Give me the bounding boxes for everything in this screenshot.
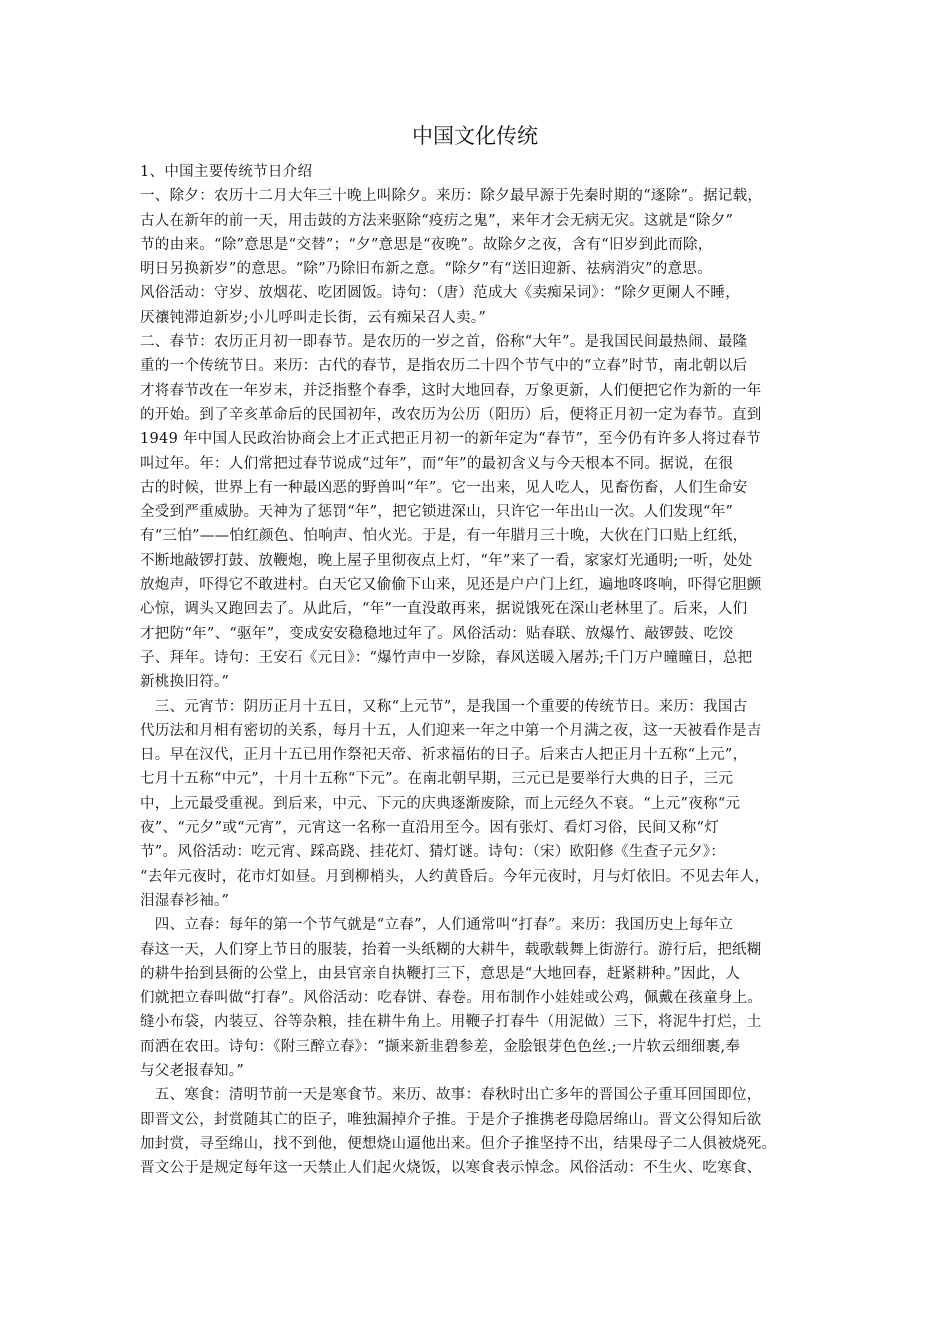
paragraph-line: 才将春节改在一年岁末，并泛指整个春季，这时大地回春，万象更新，人们便把它作为新的一年: [140, 382, 762, 399]
paragraph-line: 春这一天，人们穿上节日的服装，抬着一头纸糊的大耕牛，载歌载舞上街游行。游行后，把纸糊: [140, 941, 762, 958]
paragraph-line: 的开始。到了辛亥革命后的民国初年，改农历为公历（阳历）后，便将正月初一定为春节。直到: [140, 406, 762, 423]
paragraph-line: 节的由来。“除”意思是“交替”；“夕”意思是“夜晚”。故除夕之夜，含有“旧岁到此而除，: [140, 236, 713, 253]
paragraph-line: 古人在新年的前一天，用击鼓的方法来驱除“疫疠之鬼”，来年才会无病无灾。这就是“除夕”: [140, 212, 734, 229]
document-body: [140, 160, 816, 1180]
paragraph-line: 三、元宵节：阴历正月十五日，又称“上元节”，是我国一个重要的传统节日。来历：我国古: [140, 698, 748, 715]
paragraph-line: 的耕牛抬到县衙的公堂上，由县官亲自执鞭打三下，意思是“大地回春，赶紧耕种。”因此，人: [140, 965, 741, 982]
paragraph-line: 厌禳钝滞迫新岁;小儿呼叫走长街，云有痴呆召人卖。”: [140, 309, 487, 326]
paragraph-line: 1949 年中国人民政治协商会上才正式把正月初一的新年定为“春节”，至今仍有许多人将过春节: [140, 431, 761, 448]
paragraph-line: 即晋文公，封赏随其亡的臣子，唯独漏掉介子推。于是介子推携老母隐居绵山。晋文公得知后欲: [140, 1111, 762, 1128]
paragraph-line: 才把防“年”、“驱年”，变成安安稳稳地过年了。风俗活动：贴春联、放爆竹、敲锣鼓、吃饺: [140, 625, 734, 642]
section-heading: 1、中国主要传统节日介绍: [140, 164, 313, 180]
paragraph-line: 代历法和月相有密切的关系，每月十五，人们迎来一年之中第一个月满之夜，这一天被看作是吉: [140, 722, 762, 739]
document-title: 中国文化传统: [412, 124, 538, 148]
paragraph-line: 有“三怕”——怕红颜色、怕响声、怕火光。于是，有一年腊月三十晚，大伙在门口贴上红纸，: [140, 528, 748, 545]
paragraph-line: 与父老报春知。”: [140, 1062, 245, 1079]
paragraph-line: 们就把立春叫做“打春”。风俗活动：吃春饼、春卷。用布制作小娃娃或公鸡，佩戴在孩童身上。: [140, 990, 763, 1007]
paragraph-line: 不断地敲锣打鼓、放鞭炮，晚上屋子里彻夜点上灯，“年”来了一看，家家灯光通明;一听，处处: [140, 552, 753, 569]
paragraph-line: 泪湿春衫袖。”: [140, 892, 230, 909]
paragraph-line: 而洒在农田。诗句：《附三醉立春》：“撷来新韭碧参差，金脍银芽色色丝.;一片软云细细裹,奉: [140, 1038, 741, 1055]
paragraph-line: 全受到严重威胁。天神为了惩罚“年”，把它锁进深山，只许它一年出山一次。人们发现“年”: [140, 504, 734, 521]
paragraph-line: 七月十五称“中元”，十月十五称“下元”。在南北朝早期，三元已是要举行大典的日子，三元: [140, 771, 734, 788]
paragraph-line: 风俗活动：守岁、放烟花、吃团圆饭。诗句：（唐）范成大《卖痴呆词》：“除夕更阑人不睡，: [140, 285, 741, 302]
paragraph-line: 心惊，调头又跑回去了。从此后，“年”一直没敢再来，据说饿死在深山老林里了。后来，人们: [140, 601, 748, 618]
paragraph-line: 二、春节：农历正月初一即春节。是农历的一岁之首，俗称“大年”。是我国民间最热闹、最隆: [140, 334, 748, 351]
paragraph-line: 节”。风俗活动：吃元宵、踩高跷、挂花灯、猜灯谜。诗句：（宋）欧阳修《生查子元夕》：: [140, 844, 726, 861]
paragraph-line: 明日另换新岁”的意思。“除”乃除旧布新之意。“除夕”有“送旧迎新、祛病消灾”的意思。: [140, 261, 712, 278]
paragraph-line: “去年元夜时，花市灯如昼。月到柳梢头，人约黄昏后。今年元夜时，月与灯依旧。不见去年人，: [140, 868, 770, 885]
paragraph-line: 日。早在汉代，正月十五已用作祭祀天帝、祈求福佑的日子。后来古人把正月十五称“上元”，: [140, 747, 748, 764]
paragraph-line: 晋文公于是规定每年这一天禁止人们起火烧饭，以寒食表示悼念。风俗活动：不生火、吃寒食、: [140, 1160, 762, 1177]
paragraph-line: 夜”、“元夕”或“元宵”，元宵这一名称一直沿用至今。因有张灯、看灯习俗，民间又称“灯: [140, 820, 720, 837]
paragraph-line: 五、寒食：清明节前一天是寒食节。来历、故事：春秋时出亡多年的晋国公子重耳回国即位，: [140, 1087, 762, 1104]
paragraph-line: 中，上元最受重视。到后来，中元、下元的庆典逐渐废除，而上元经久不衰。“上元”夜称“元: [140, 795, 741, 812]
paragraph-line: 古的时候，世界上有一种最凶恶的野兽叫“年”。它一出来，见人吃人，见畜伤畜，人们生命安: [140, 479, 748, 496]
paragraph-line: 子、拜年。诗句：王安石《元日》：“爆竹声中一岁除，春风送暖入屠苏;千门万户曈曈日，总把: [140, 649, 753, 666]
paragraph-line: 叫过年。年：人们常把过春节说成“过年”，而“年”的最初含义与今天根本不同。据说，在很: [140, 455, 734, 472]
paragraph-line: 新桃换旧符。”: [140, 674, 230, 691]
paragraph-line: 四、立春：每年的第一个节气就是“立春”，人们通常叫“打春”。来历：我国历史上每年立: [140, 917, 734, 934]
paragraph-line: 加封赏，寻至绵山，找不到他，便想烧山逼他出来。但介子推坚持不出，结果母子二人俱被烧死。: [140, 1135, 777, 1152]
paragraph-line: 一、除夕：农历十二月大年三十晚上叫除夕。来历：除夕最早源于先秦时期的“逐除”。据记载，: [140, 188, 763, 205]
paragraph-line: 重的一个传统节日。来历：古代的春节，是指农历二十四个节气中的“立春”时节，南北朝以后: [140, 358, 748, 375]
paragraph-line: 缝小布袋，内装豆、谷等杂粮，挂在耕牛角上。用鞭子打春牛（用泥做）三下，将泥牛打烂，土: [140, 1014, 762, 1031]
paragraph-line: 放炮声，吓得它不敢进村。白天它又偷偷下山来，见还是户户门上红，遍地咚咚响，吓得它胆颤: [140, 577, 762, 594]
